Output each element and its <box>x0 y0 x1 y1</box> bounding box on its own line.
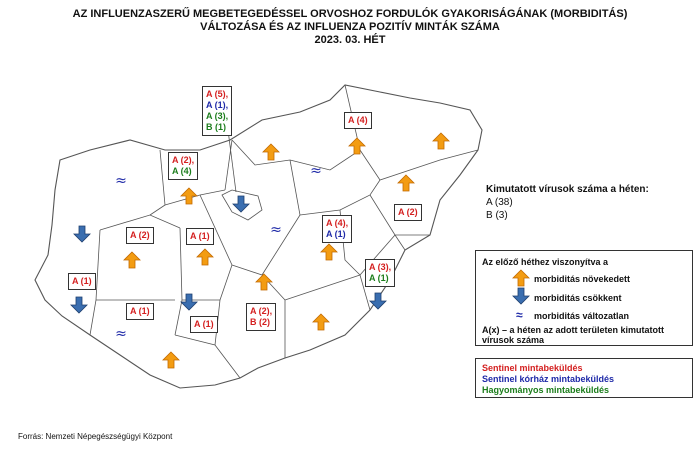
region-nograd-up-arrow-icon <box>263 144 279 160</box>
region-virus-count: A (1) <box>369 273 389 283</box>
map-title-line1: AZ INFLUENZASZERŰ MEGBETEGEDÉSSEL ORVOSHOZ FORDULÓK GYAKORISÁGÁNAK (MORBIDITÁS) <box>72 8 628 20</box>
region-virus-count: A (1) <box>130 306 150 316</box>
region-label-szolnok <box>322 215 352 243</box>
source-sentinel: Sentinel mintabeküldés <box>482 363 583 373</box>
region-virus-count: A (4) <box>172 166 192 176</box>
region-baranya-up-arrow-icon <box>163 352 179 368</box>
region-label-bacs <box>246 303 276 331</box>
region-hajdu-up-arrow-icon <box>398 175 414 191</box>
region-csongrad-up-arrow-icon <box>313 314 329 330</box>
region-label-veszprem <box>126 227 154 244</box>
detected-virus-summary <box>486 183 649 222</box>
down-arrow-icon <box>512 287 530 305</box>
legend-up-label: morbiditás növekedett <box>534 274 631 284</box>
region-fejer-up-arrow-icon <box>197 249 213 265</box>
legend-flat-label: morbiditás változatlan <box>534 311 630 321</box>
region-komarom-up-arrow-icon <box>181 188 197 204</box>
sample-source-legend <box>475 358 693 398</box>
map-title-line2: VÁLTOZÁSA ÉS AZ INFLUENZA POZITÍV MINTÁK SZÁMA <box>200 21 500 33</box>
up-arrow-icon <box>512 269 530 287</box>
region-virus-count: A (3), <box>206 111 229 121</box>
detected-heading: Kimutatott vírusok száma a héten: <box>486 184 649 195</box>
region-label-fejer <box>186 228 214 245</box>
region-virus-count: A (2), <box>250 306 273 316</box>
map-legend <box>475 250 693 346</box>
region-virus-count: B (2) <box>250 317 270 327</box>
region-virus-count: A (1) <box>194 319 214 329</box>
region-virus-count: A (3), <box>369 262 392 272</box>
source-footer: Forrás: Nemzeti Népegészségügyi Központ <box>18 432 173 441</box>
legend-heading: Az előző héthez viszonyítva a <box>482 257 609 267</box>
region-virus-count: A (5), <box>206 89 229 99</box>
region-virus-count: A (2), <box>172 155 195 165</box>
legend-note-line2: vírusok száma <box>482 335 545 345</box>
region-virus-count: A (1) <box>190 231 210 241</box>
region-zala-down-arrow-icon <box>71 297 87 313</box>
region-tolna-down-arrow-icon <box>181 294 197 310</box>
region-bacs-up-arrow-icon <box>256 274 272 290</box>
region-label-borsod <box>344 112 372 129</box>
region-label-somogy <box>126 303 154 320</box>
region-virus-count: A (2) <box>398 207 418 217</box>
region-heves-unchanged-icon: ≈ <box>310 163 322 179</box>
region-label-bekes <box>365 259 395 287</box>
region-borsod-up-arrow-icon <box>349 138 365 154</box>
source-traditional: Hagyományos mintabeküldés <box>482 385 610 395</box>
region-virus-count: A (1) <box>326 229 346 239</box>
region-label-zala <box>68 273 96 290</box>
legend-down-label: morbiditás csökkent <box>534 293 622 303</box>
map-title-week: 2023. 03. HÉT <box>314 34 386 46</box>
source-sentinel-hospital: Sentinel kórház mintabeküldés <box>482 374 615 384</box>
region-label-hajdu <box>394 204 422 221</box>
region-vas-down-arrow-icon <box>74 226 90 242</box>
region-szolnok-up-arrow-icon <box>321 244 337 260</box>
region-label-budapest <box>202 86 232 136</box>
region-szabolcs-up-arrow-icon <box>433 133 449 149</box>
region-budapest-down-arrow-icon <box>233 196 249 212</box>
region-virus-count: A (1) <box>72 276 92 286</box>
unchanged-icon: ≈ <box>516 308 523 322</box>
detected-b-count: B (3) <box>486 210 508 221</box>
region-virus-count: A (4), <box>326 218 349 228</box>
region-virus-count: A (2) <box>130 230 150 240</box>
region-somogy-unchanged-icon: ≈ <box>115 326 127 342</box>
region-virus-count: B (1) <box>206 122 226 132</box>
region-label-komarom <box>168 152 198 180</box>
legend-note-line1: A(x) – a héten az adott területen kimutatott <box>482 325 665 335</box>
region-label-tolna <box>190 316 218 333</box>
region-gyor-unchanged-icon: ≈ <box>115 173 127 189</box>
region-virus-count: A (4) <box>348 115 368 125</box>
region-virus-count: A (1), <box>206 100 229 110</box>
region-pest-unchanged-icon: ≈ <box>270 222 282 238</box>
detected-a-count: A (38) <box>486 197 513 208</box>
region-veszprem-up-arrow-icon <box>124 252 140 268</box>
country-outline <box>35 85 482 388</box>
